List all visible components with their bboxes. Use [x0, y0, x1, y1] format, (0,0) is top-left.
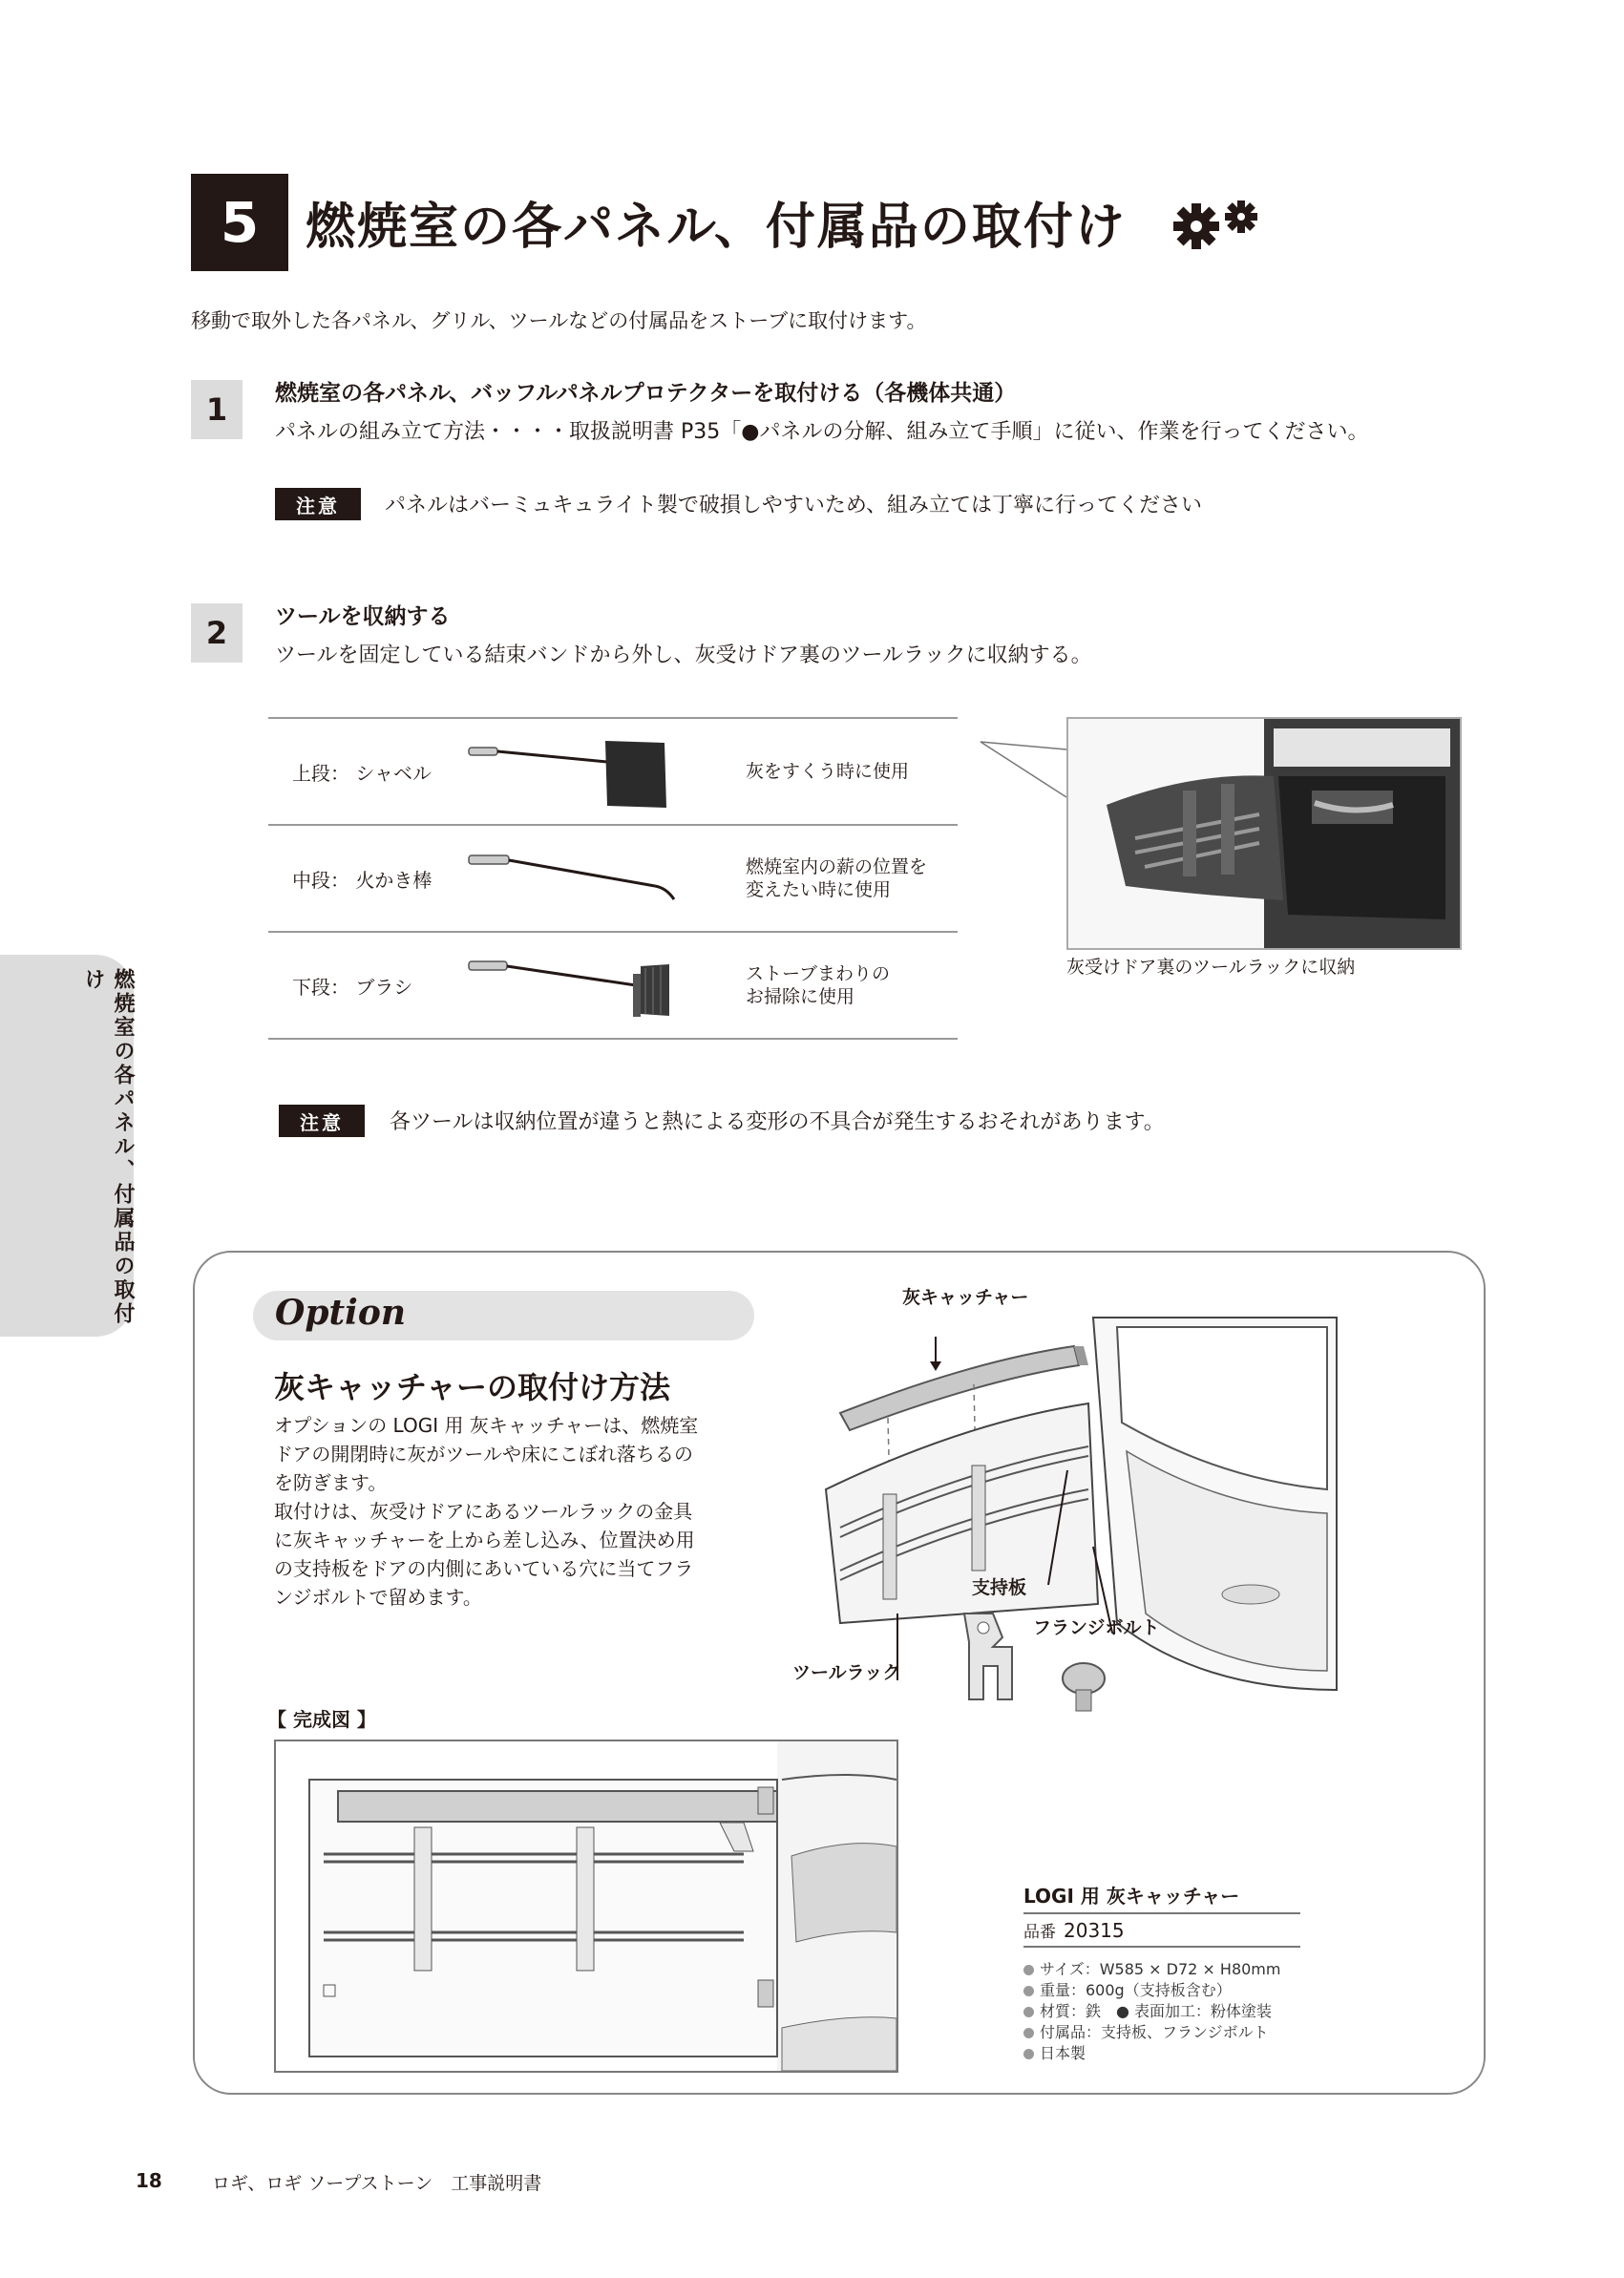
- product-number: 20315: [1064, 1919, 1125, 1942]
- tool-label: 下段： ブラシ: [292, 975, 413, 999]
- tool-use: 灰をすくう時に使用: [746, 761, 910, 782]
- product-number-row: [1023, 1914, 1300, 1948]
- product-number-label: 品番: [1023, 1923, 1056, 1942]
- spec-item: サイズ：W585 × D72 × H80mm: [1023, 1959, 1300, 1980]
- tool-label: 中段： 火かき棒: [292, 868, 432, 892]
- tool-use: 燃焼室内の薪の位置を 変えたい時に使用: [746, 856, 928, 900]
- callout-pointer: [979, 740, 1074, 807]
- footer-title: ロギ、ロギ ソープストーン 工事説明書: [212, 2173, 542, 2194]
- step-1-number: 1: [191, 380, 243, 439]
- label-ash-catcher: 灰キャッチャー: [902, 1287, 1029, 1308]
- spec-item: 重量：600g（支持板含む）: [1023, 1980, 1300, 2001]
- gear-icon: [1163, 196, 1277, 253]
- option-label: Option: [275, 1293, 407, 1333]
- caution-badge: 注意: [279, 1105, 365, 1137]
- ash-catcher-diagram: [802, 1308, 1470, 1728]
- label-support-plate: 支持板: [972, 1577, 1027, 1598]
- brush-icon: [464, 938, 684, 1033]
- caution-text: 各ツールは収納位置が違うと熱による変形の不具合が発生するおそれがあります。: [390, 1110, 1165, 1134]
- tool-row-brush: [268, 931, 958, 1040]
- page-number: 18: [136, 2169, 162, 2192]
- step-2-title: ツールを収納する: [275, 604, 451, 629]
- poker-icon: [464, 831, 684, 926]
- spec-item: 日本製: [1023, 2043, 1300, 2064]
- tool-table: [268, 717, 958, 1040]
- step-1-text: パネルの組み立て方法・・・・取扱説明書 P35「●パネルの分解、組み立て手順」に従い、作業を行ってください。: [275, 420, 1369, 444]
- section-intro: 移動で取外した各パネル、グリル、ツールなどの付属品をストーブに取付けます。: [191, 309, 927, 332]
- label-tool-rack: ツールラック: [792, 1662, 901, 1683]
- caution-badge: 注意: [275, 488, 361, 520]
- option-title: 灰キャッチャーの取付け方法: [274, 1369, 671, 1405]
- complete-diagram: [274, 1740, 898, 2073]
- product-name: LOGI 用 灰キャッチャー: [1023, 1881, 1300, 1914]
- side-tab-label: 燃焼室の各パネル、付属品の取付け: [81, 968, 135, 1326]
- tool-row-shovel: [268, 717, 958, 824]
- ash-catcher-installed-illustration: [276, 1741, 896, 2071]
- step-2-text: ツールを固定している結束バンドから外し、灰受けドア裏のツールラックに収納する。: [275, 643, 1092, 667]
- spec-item: 材質：鉄 ● 表面加工：粉体塗装: [1023, 2001, 1300, 2022]
- photo-caption: 灰受けドア裏のツールラックに収納: [1066, 957, 1356, 978]
- tool-rack-photo: [1066, 717, 1462, 950]
- stove-door-illustration: [1068, 719, 1460, 948]
- complete-label: 【 完成図 】: [267, 1708, 376, 1731]
- side-tab: [0, 955, 134, 1337]
- shovel-icon: [464, 724, 684, 819]
- tool-use: ストーブまわりの お掃除に使用: [746, 963, 891, 1007]
- spec-list: [1023, 1948, 1300, 2064]
- option-body: オプションの LOGI 用 灰キャッチャーは、燃焼室 ドアの開閉時に灰がツールや床にこぼれ落ちるの を防ぎます。 取付けは、灰受けドアにあるツールラックの金具 に灰キャッチャーを上から差し込み、位置決め用 の支持板をドアの内側にあいている穴に当てフラ ンジボルトで留めます。: [274, 1414, 699, 1609]
- caution-text: パネルはバーミュキュライト製で破損しやすいため、組み立ては丁寧に行ってください: [385, 494, 1203, 517]
- step-1-title: 燃焼室の各パネル、バッフルパネルプロテクターを取付ける（各機体共通）: [275, 381, 1017, 406]
- label-flange-bolt: フランジボルト: [1033, 1617, 1160, 1638]
- spec-item: 付属品：支持板、フランジボルト: [1023, 2022, 1300, 2043]
- section-number: 5: [191, 174, 288, 271]
- tool-label: 上段： シャベル: [292, 761, 432, 785]
- section-title: 燃焼室の各パネル、付属品の取付け: [306, 199, 1127, 256]
- tool-row-poker: [268, 824, 958, 931]
- step-2-number: 2: [191, 603, 243, 663]
- product-spec: [1023, 1881, 1300, 2064]
